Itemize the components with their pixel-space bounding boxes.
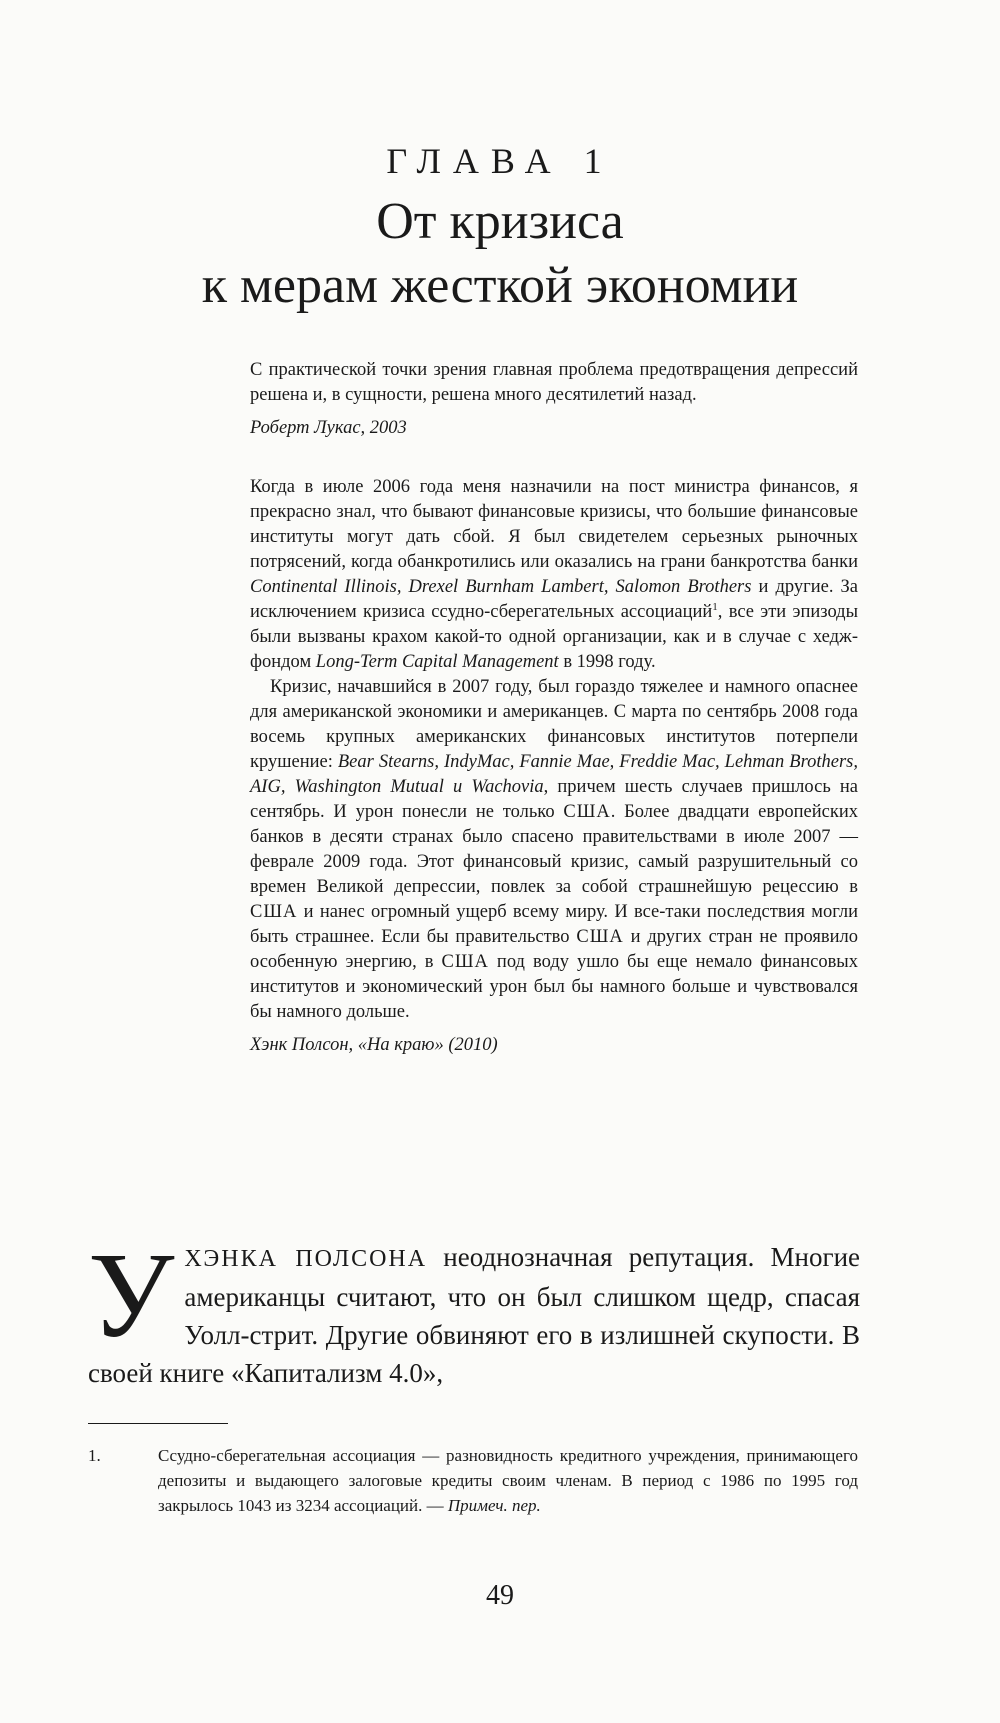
text-run: под воду ушло бы еще немало финансовых институтов и экономический урон был бы намного больше и чувствовался бы намного дольше. — [250, 952, 858, 1022]
footnote-number: 1. — [88, 1446, 101, 1465]
institution-list: Bear Stearns, IndyMac, Fannie Mae, Freddie Mac, Lehman Brothers, AIG, Washington Mutual и Wachovia — [250, 752, 858, 797]
text-run: Когда в июле 2006 года меня назначили на пост министра финансов, я прекрасно знал, что бывают финансовые кризисы, что большие финансовые институты могут дать сбой. Я был свидетелем серьезных рыночных потрясений, когда обанкротились или оказались на грани банкротства банки — [250, 477, 858, 572]
epigraphs — [250, 358, 858, 1058]
text-run: , причем шесть случаев пришлось на сентябрь. И урон понесли не только — [250, 777, 859, 822]
usa-abbr: США — [441, 952, 489, 972]
text-run: в 1998 году. — [558, 652, 656, 672]
translator-note: Примеч. пер. — [447, 1496, 541, 1515]
chapter-label: ГЛАВА 1 — [386, 141, 614, 181]
text-run: Кризис, начавшийся в 2007 году, был гораздо тяжелее и намного опаснее для американской экономики и американцев. С марта по сентябрь 2008 года восемь крупных американских финансовых институтов потерпели крушение: — [250, 677, 858, 772]
footnote — [88, 1443, 858, 1518]
epigraph-1-text: С практической точки зрения главная проблема предотвращения депрессий решена и, в сущности, решена много десятилетий назад. — [250, 360, 858, 405]
text-run: и других стран не проявило особенную энергию, в — [250, 927, 858, 972]
chapter-title — [0, 190, 1000, 318]
lead-in-caps: ХЭНКА ПОЛСОНА — [184, 1246, 428, 1272]
footnote-text: Ссудно-сберегательная ассоциация — разновидность кредитного учреждения, принимающего депозиты и выдающего залоговые кредиты своим членам. В период с 1986 по 1995 год закрылось 1043 из 3234 ассоциаций. — — [158, 1446, 858, 1515]
footnote-ref[interactable]: 1 — [712, 600, 718, 613]
text-run: и нанес огромный ущерб всему миру. И все-таки последствия могли быть страшнее. Если бы правительство — [250, 902, 858, 947]
epigraph-2-author: Хэнк Полсон, «На краю» (2010) — [250, 1035, 498, 1055]
epigraph-2-paragraph-2 — [250, 675, 858, 1025]
epigraph-2-paragraph-1 — [250, 475, 858, 675]
footnote-divider — [88, 1423, 228, 1424]
drop-cap: У — [88, 1228, 175, 1363]
fund-name: Long-Term Capital Management — [315, 652, 559, 672]
body-text-run: неоднозначная репутация. Многие американцы считают, что он был слишком щедр, спасая Уолл-стрит. Другие обвиняют его в излишней скупости. В своей книге «Капитализм 4.0», — [88, 1242, 861, 1388]
chapter-title-line1: От кризиса — [376, 193, 624, 250]
text-run: , все эти эпизоды были вызваны крахом какой-то одной организации, как и в случае с хедж-фондом — [250, 602, 859, 672]
text-run: . Более двадцати европейских банков в десяти странах было спасено правительствами в июле 2007 — феврале 2009 года. Этот финансовый кризис, самый разрушительный со времен Великой депрессии, повлек за собой страшнейшую рецессию в — [250, 802, 858, 897]
usa-abbr: США — [576, 927, 624, 947]
epigraph-1-author: Роберт Лукас, 2003 — [250, 418, 407, 438]
body-paragraph — [88, 1228, 861, 1392]
usa-abbr: США — [250, 902, 298, 922]
text-run: и другие. За исключением кризиса ссудно-сберегательных ассоциаций — [250, 577, 858, 622]
chapter-title-line2: к мерам жесткой экономии — [201, 257, 799, 314]
bank-names: Continental Illinois, Drexel Burnham Lambert, Salomon Brothers — [250, 577, 752, 597]
usa-abbr: США — [563, 802, 611, 822]
page-number: 49 — [486, 1580, 514, 1611]
